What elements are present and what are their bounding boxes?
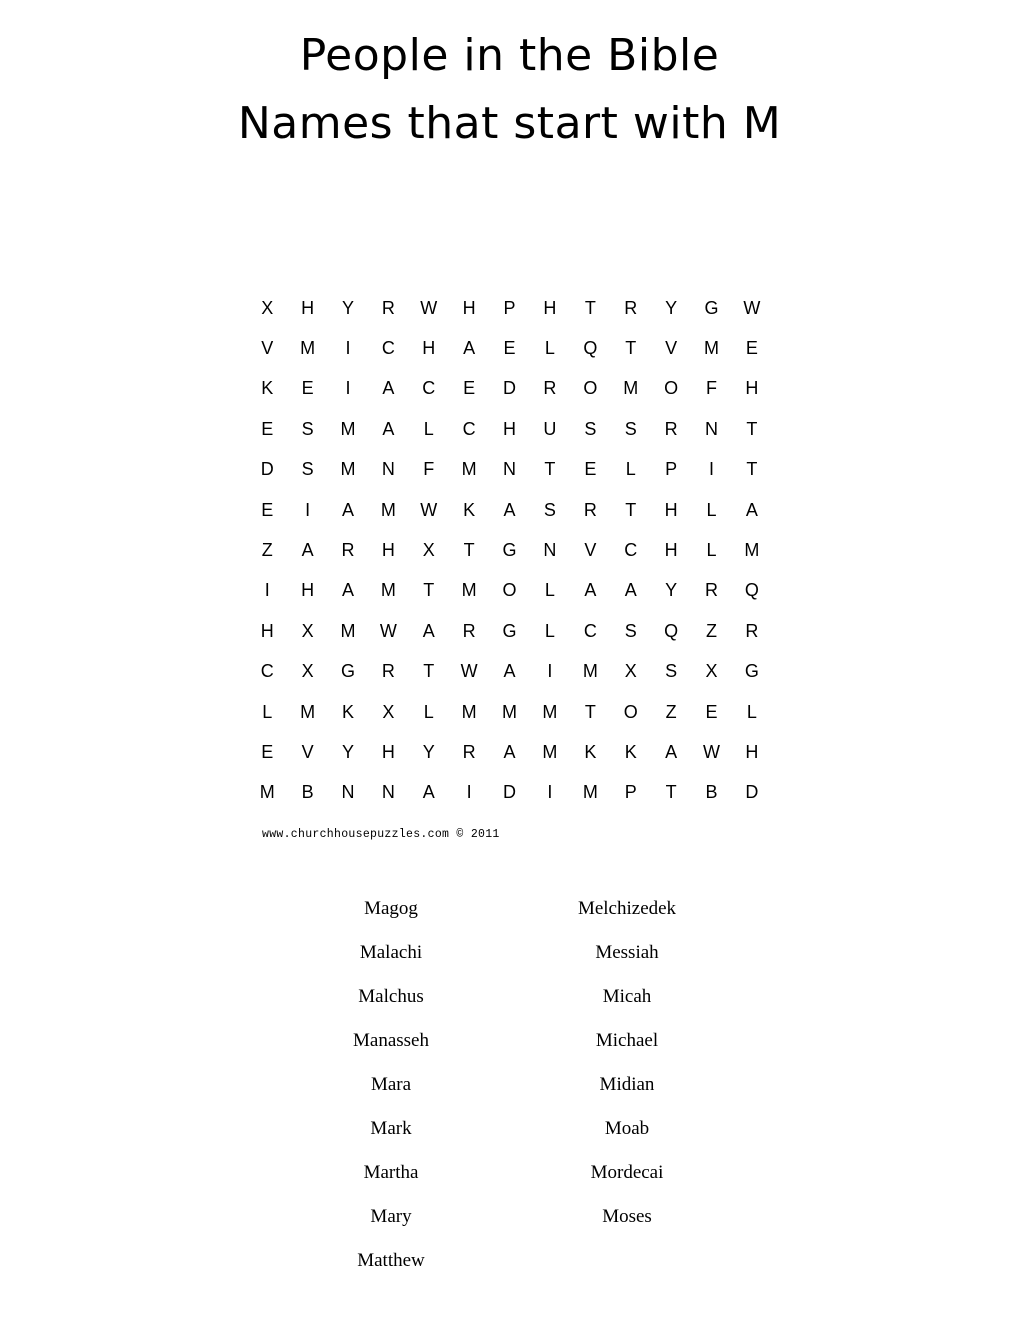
grid-letter: H [503,418,517,439]
word-list-item: Mark [370,1118,412,1139]
grid-letter: T [584,297,596,318]
grid-letter: A [503,499,516,520]
grid-letter: C [462,418,476,439]
grid-letter: X [261,297,274,318]
grid-letter: P [665,459,678,480]
grid-letter: I [345,378,351,399]
grid-letter: Y [665,297,678,318]
grid-letter: K [584,741,597,762]
word-search-grid [247,288,772,813]
grid-letter: L [746,701,757,722]
grid-letter: K [341,701,354,722]
grid-letter: M [542,701,558,722]
grid-letter: M [744,540,760,561]
grid-letter: X [382,701,395,722]
grid-letter: R [704,580,718,601]
grid-letter: T [463,540,475,561]
grid-letter: Q [664,620,679,641]
grid-letter: P [503,297,516,318]
grid-letter: C [381,338,395,359]
grid-letter: A [382,378,395,399]
grid-letter: Y [665,580,678,601]
grid-letter: V [584,540,597,561]
grid-letter: O [502,580,517,601]
grid-letter: G [704,297,719,318]
grid-letter: L [544,338,555,359]
grid-letter: U [543,418,557,439]
grid-letter: H [664,499,678,520]
grid-letter: T [746,418,758,439]
word-list-item: Magog [364,898,418,919]
grid-letter: A [503,661,516,682]
grid-letter: R [745,620,759,641]
grid-letter: O [623,701,638,722]
word-list-item: Moab [604,1118,650,1139]
grid-letter: R [624,297,638,318]
grid-letter: P [624,782,637,803]
grid-letter: A [422,782,435,803]
grid-letter: G [744,661,759,682]
grid-letter: W [420,499,438,520]
grid-letter: O [583,378,598,399]
grid-letter: Z [261,540,273,561]
grid-letter: M [461,459,477,480]
grid-letter: K [624,741,637,762]
grid-letter: S [665,661,678,682]
grid-letter: T [665,782,677,803]
grid-letter: T [423,661,435,682]
grid-letter: N [381,459,395,480]
grid-letter: E [584,459,597,480]
grid-letter: M [380,499,396,520]
grid-letter: X [301,620,314,641]
word-list-item: Midian [599,1074,655,1095]
grid-letter: N [341,782,355,803]
grid-letter: T [625,338,637,359]
word-list-item: Mary [370,1206,412,1227]
grid-letter: I [547,782,553,803]
grid-letter: N [381,782,395,803]
grid-letter: I [305,499,311,520]
grid-letter: X [624,661,637,682]
grid-letter: H [381,540,395,561]
grid-letter: I [466,782,472,803]
grid-letter: A [665,741,678,762]
grid-letter: G [502,620,517,641]
grid-letter: S [543,499,556,520]
grid-letter: H [745,741,759,762]
grid-letter: N [543,540,557,561]
grid-letter: V [665,338,678,359]
grid-letter: H [260,620,274,641]
grid-letter: L [544,620,555,641]
grid-letter: E [301,378,314,399]
grid-letter: C [422,378,436,399]
grid-letter: V [301,741,314,762]
grid-letter: A [624,580,637,601]
grid-letter: A [745,499,758,520]
grid-letter: T [625,499,637,520]
grid-letter: M [461,701,477,722]
grid-letter: D [503,378,517,399]
grid-letter: R [462,620,476,641]
word-list-item: Moses [602,1206,652,1227]
grid-letter: Q [744,580,759,601]
word-list-item: Michael [595,1030,659,1051]
grid-letter: W [743,297,761,318]
grid-letter: L [262,701,273,722]
grid-letter: M [542,741,558,762]
grid-letter: M [300,701,316,722]
grid-letter: C [583,620,597,641]
grid-letter: E [463,378,476,399]
grid-letter: W [420,297,438,318]
grid-letter: N [704,418,718,439]
grid-letter: K [261,378,274,399]
grid-letter: F [423,459,435,480]
grid-letter: R [543,378,557,399]
word-list-item: Mordecai [590,1162,664,1183]
grid-letter: A [422,620,435,641]
grid-letter: M [502,701,518,722]
word-list-item: Mara [370,1074,412,1095]
grid-letter: I [547,661,553,682]
grid-letter: W [460,661,478,682]
grid-letter: A [584,580,597,601]
grid-letter: H [301,580,315,601]
grid-letter: M [380,580,396,601]
word-list-column-1 [291,894,491,1290]
grid-letter: W [702,741,720,762]
grid-letter: S [301,418,314,439]
grid-letter: T [423,580,435,601]
grid-letter: M [340,459,356,480]
grid-letter: H [301,297,315,318]
grid-letter: R [462,741,476,762]
grid-letter: E [745,338,758,359]
grid-letter: E [261,741,274,762]
grid-letter: C [624,540,638,561]
grid-letter: E [261,418,274,439]
grid-letter: A [341,580,354,601]
page-title-line-1: People in the Bible [299,30,720,81]
grid-letter: L [544,580,555,601]
grid-letter: S [301,459,314,480]
grid-letter: H [462,297,476,318]
grid-letter: C [260,661,274,682]
grid-letter: N [503,459,517,480]
grid-letter: M [300,338,316,359]
grid-letter: T [746,459,758,480]
grid-letter: L [423,418,434,439]
grid-letter: X [705,661,718,682]
grid-letter: I [708,459,714,480]
word-list-item: Malchus [358,986,424,1007]
word-list-item: Martha [363,1162,419,1183]
grid-letter: L [706,499,717,520]
page-title-line-2: Names that start with M [237,98,782,149]
grid-letter: M [259,782,275,803]
word-list-item: Messiah [595,942,659,963]
grid-letter: A [382,418,395,439]
grid-letter: S [624,620,637,641]
grid-letter: R [664,418,678,439]
grid-letter: O [664,378,679,399]
grid-letter: R [381,661,395,682]
grid-letter: M [623,378,639,399]
word-list-item: Melchizedek [577,898,677,919]
grid-letter: D [745,782,759,803]
word-list-item: Manasseh [353,1030,429,1051]
grid-letter: M [703,338,719,359]
grid-letter: A [463,338,476,359]
grid-letter: H [745,378,759,399]
grid-letter: L [706,540,717,561]
grid-letter: M [340,418,356,439]
grid-letter: L [625,459,636,480]
grid-letter: S [584,418,597,439]
grid-letter: M [582,782,598,803]
grid-letter: K [463,499,476,520]
word-list-item: Malachi [359,942,423,963]
grid-letter: R [583,499,597,520]
grid-letter: H [422,338,436,359]
grid-letter: X [301,661,314,682]
grid-letter: Z [705,620,717,641]
copyright-text: www.churchhousepuzzles.com © 2011 [262,828,500,841]
word-list-item: Matthew [357,1250,425,1271]
grid-letter: I [264,580,270,601]
grid-letter: B [301,782,314,803]
grid-letter: W [379,620,397,641]
grid-letter: B [705,782,718,803]
grid-letter: E [503,338,516,359]
grid-letter: F [705,378,717,399]
grid-letter: Y [341,297,354,318]
grid-letter: Y [341,741,354,762]
grid-letter: R [381,297,395,318]
grid-letter: M [340,620,356,641]
word-list-column-2 [527,894,727,1246]
grid-letter: G [340,661,355,682]
grid-letter: A [503,741,516,762]
grid-letter: V [261,338,274,359]
grid-letter: T [584,701,596,722]
grid-letter: D [503,782,517,803]
grid-letter: I [345,338,351,359]
word-list-item: Micah [602,986,652,1007]
grid-letter: E [261,499,274,520]
grid-letter: H [543,297,557,318]
grid-letter: H [664,540,678,561]
grid-letter: M [582,661,598,682]
grid-letter: A [341,499,354,520]
grid-letter: H [381,741,395,762]
grid-letter: X [422,540,435,561]
grid-letter: T [544,459,556,480]
grid-letter: S [624,418,637,439]
grid-letter: M [461,580,477,601]
grid-letter: R [341,540,355,561]
grid-letter: A [301,540,314,561]
grid-letter: Z [665,701,677,722]
grid-letter: E [705,701,718,722]
grid-letter: D [260,459,274,480]
grid-letter: L [423,701,434,722]
grid-letter: Q [583,338,598,359]
grid-letter: G [502,540,517,561]
grid-letter: Y [422,741,435,762]
